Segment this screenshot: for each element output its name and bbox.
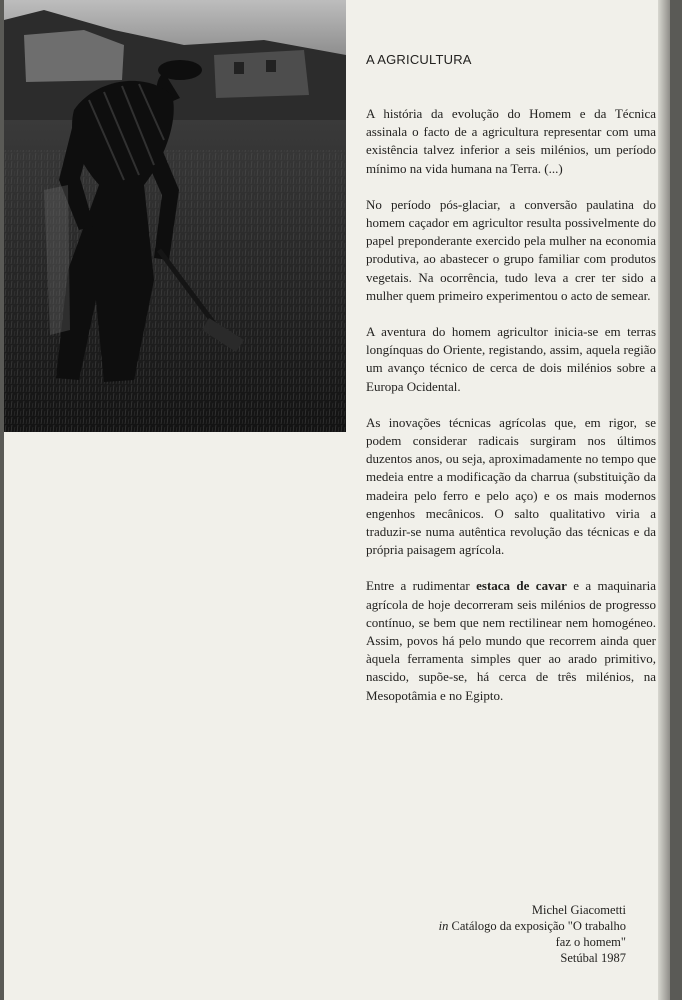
panel-edge-shadow <box>658 0 670 1000</box>
farmer-photo-illustration <box>4 0 346 432</box>
paragraph-2: No período pós-glaciar, a conversão paulatina do homem caçador em agricultor resulta possivelmente do papel preponderante exercido pela mulher na economia produtiva, ao abastecer o grupo familiar com produtos vegetais. Na ocorrência, tudo leva a crer ter sido a mulher quem primeiro experimentou o acto de semear. <box>366 196 656 303</box>
paragraph-5 <box>366 577 656 704</box>
paragraph-3: A aventura do homem agricultor inicia-se em terras longínquas do Oriente, registando, assim, aquela região um avanço técnico de cerca de dois milénios sobre a Europa Ocidental. <box>366 324 656 394</box>
signature-author: Michel Giacometti <box>531 903 626 917</box>
paragraph-5-bold-term: estaca de cavar <box>476 578 567 594</box>
signature-source-text: Catálogo da exposição "O trabalho <box>448 919 626 933</box>
paragraph-5-start: Entre a rudimentar <box>366 578 477 594</box>
article-column <box>366 52 656 723</box>
signature-place-year: Setúbal 1987 <box>560 951 626 965</box>
signature-source-line-1 <box>366 918 626 934</box>
paragraph-5-end: e a maquinaria agrícola de hoje decorreram seis milénios de progresso contínuo, se bem que nem rectilinear nem homogéneo. Assim, povos há pelo mundo que recorrem ainda quer àquela ferramenta simples quer ao arado primitivo, nascido, supõe-se, há cerca de três milénios, na Mesopotâmia e no Egipto. <box>366 578 657 703</box>
paragraph-4: As inovações técnicas agrícolas que, em rigor, se podem considerar radicais surgiram nos últimos duzentos anos, ou seja, aproximadamente no tempo que medeia entre a modificação da charrua (substituição da madeira pelo ferro e pelo aço) e os mais modernos engenhos mecânicos. O salto qualitativo viria a traduzir-se numa autêntica revolução das técnicas e da própria paisagem agrícola. <box>366 414 656 558</box>
farmer-photo <box>4 0 346 432</box>
paragraph-1: A história da evolução do Homem e da Técnica assinala o facto de a agricultura representar com uma existência talvez inferior a seis milénios, um período mínimo na vida humana na Terra. (...) <box>366 106 656 176</box>
exhibition-panel <box>4 0 670 1000</box>
signature-block <box>366 902 626 966</box>
signature-in-word: in <box>438 919 449 933</box>
article-heading: A AGRICULTURA <box>366 52 472 67</box>
signature-source-line-2: faz o homem" <box>555 935 626 949</box>
